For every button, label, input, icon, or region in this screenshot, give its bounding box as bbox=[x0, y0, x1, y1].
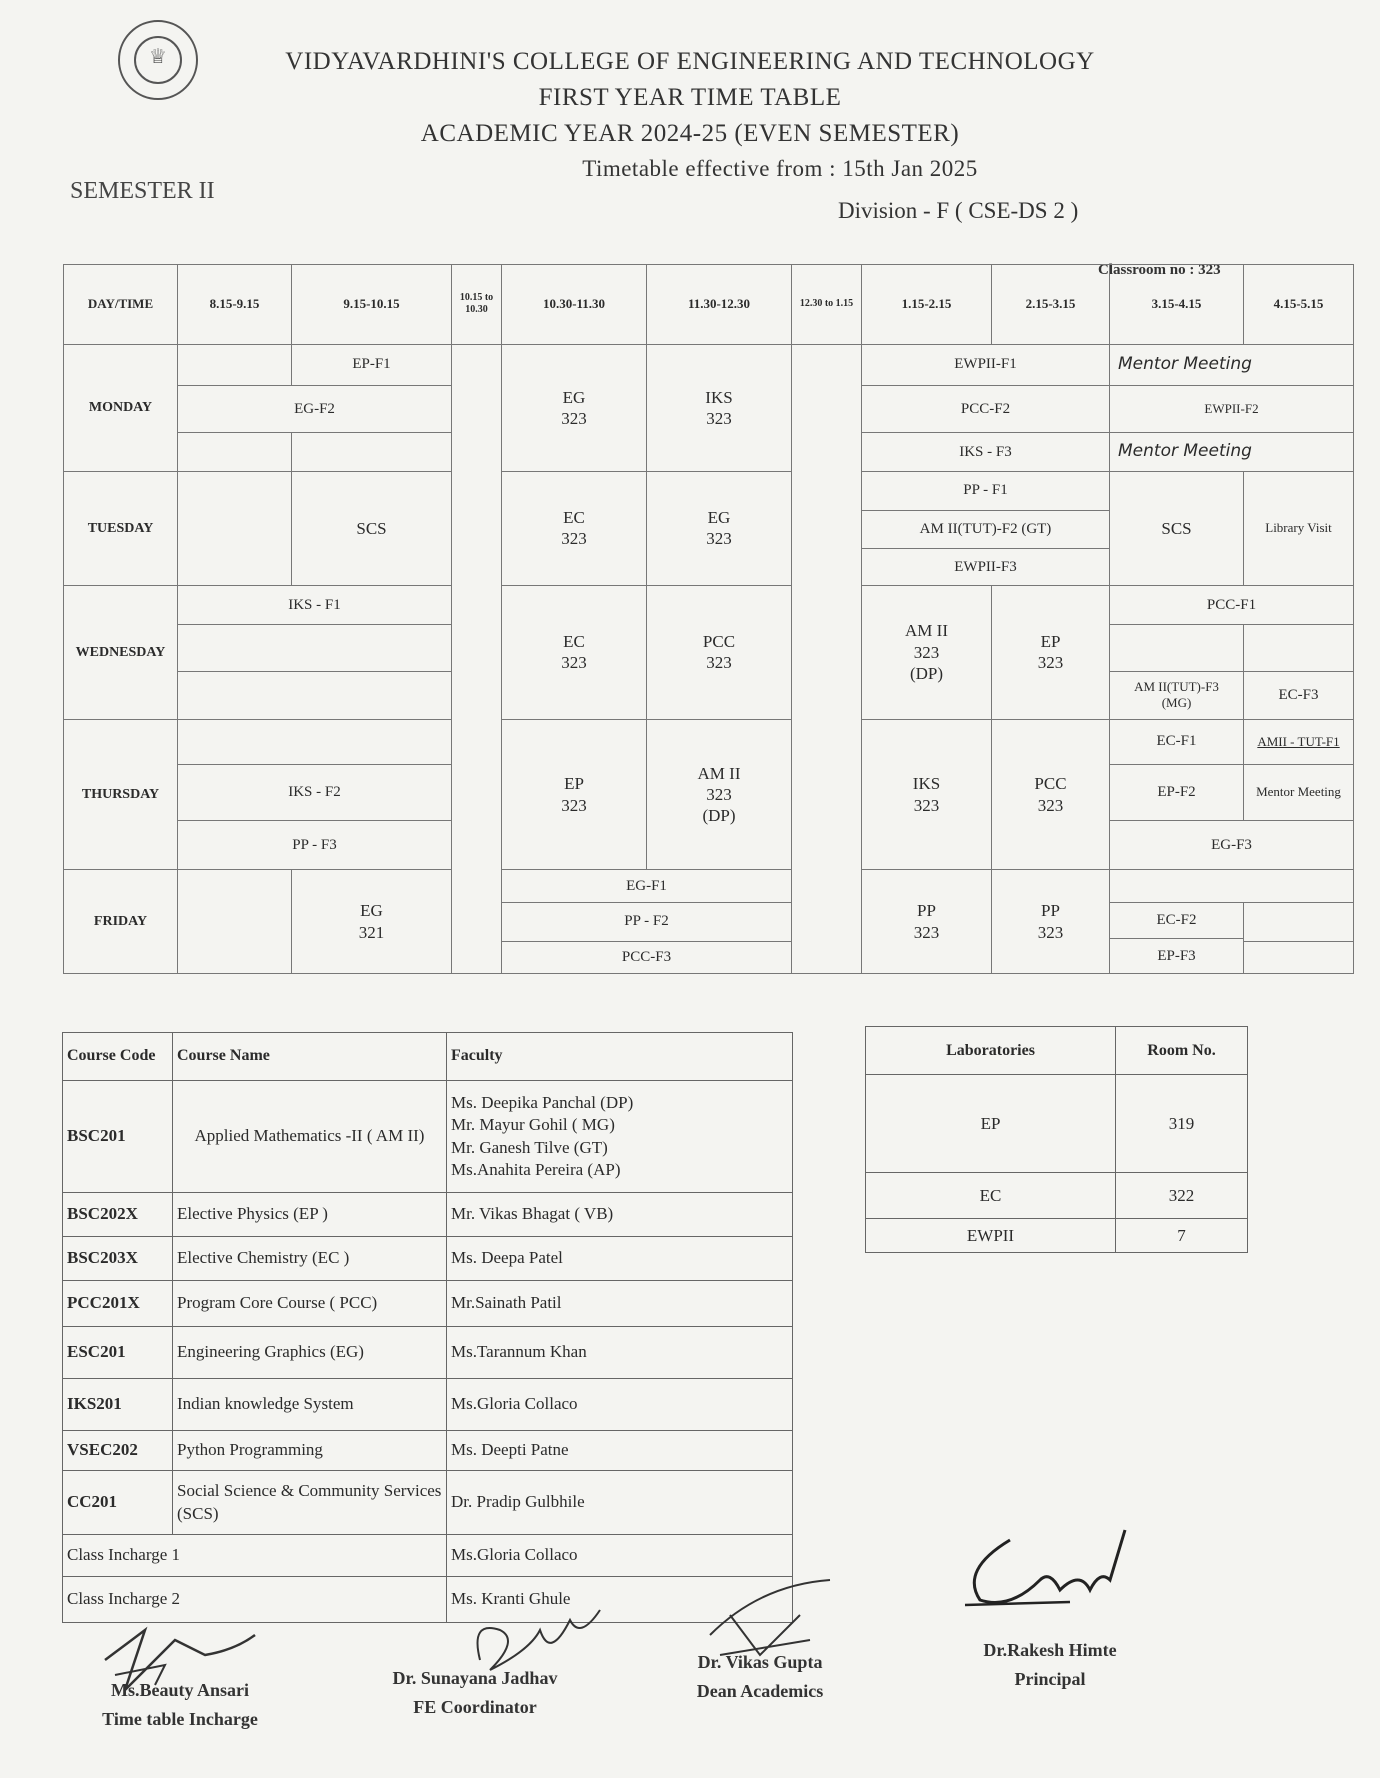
course-name: Elective Physics (EP ) bbox=[173, 1193, 447, 1237]
course-row bbox=[63, 1379, 793, 1431]
lab-name: EWPII bbox=[866, 1219, 1116, 1253]
incharge-row bbox=[63, 1535, 793, 1577]
course-code: CC201 bbox=[63, 1471, 173, 1535]
course-faculty: Ms. Deepa Patel bbox=[447, 1237, 793, 1281]
cell-mon-ewpii-f2: EWPII-F2 bbox=[1110, 385, 1354, 432]
cell-thu-ep: EP 323 bbox=[502, 719, 647, 870]
lunch-column bbox=[792, 344, 862, 973]
course-code: BSC203X bbox=[63, 1237, 173, 1281]
division-label: Division - F ( CSE-DS 2 ) bbox=[838, 198, 1079, 223]
cell-wed-pcc-f1: PCC-F1 bbox=[1110, 586, 1354, 625]
college-name: VIDYAVARDHINI'S COLLEGE OF ENGINEERING AND TECHNOLOGY bbox=[285, 48, 1095, 75]
incharge-row bbox=[63, 1577, 793, 1623]
cell-fri-pp-2: PP 323 bbox=[992, 870, 1110, 974]
faculty-line: Mr. Ganesh Tilve (GT) bbox=[451, 1137, 608, 1157]
cell-thu-ec-f1: EC-F1 bbox=[1110, 719, 1244, 764]
timetable-header-row bbox=[64, 265, 1354, 345]
day-wednesday: WEDNESDAY bbox=[64, 586, 178, 720]
lab-row bbox=[866, 1075, 1248, 1173]
header-slot: 2.15-3.15 bbox=[992, 265, 1110, 345]
header-slot: 4.15-5.15 bbox=[1244, 265, 1354, 345]
header-slot: 9.15-10.15 bbox=[292, 265, 452, 345]
cell-empty bbox=[178, 344, 292, 385]
cell-fri-eg-f1: EG-F1 bbox=[502, 870, 792, 902]
cell-empty bbox=[1244, 902, 1354, 941]
header-slot: 3.15-4.15 bbox=[1110, 265, 1244, 345]
course-name: Social Science & Community Services (SCS) bbox=[173, 1471, 447, 1535]
cell-empty bbox=[1244, 624, 1354, 671]
course-code: IKS201 bbox=[63, 1379, 173, 1431]
course-code: BSC201 bbox=[63, 1081, 173, 1193]
course-name: Engineering Graphics (EG) bbox=[173, 1327, 447, 1379]
lab-room: 319 bbox=[1116, 1075, 1248, 1173]
signature-scribble-himte bbox=[950, 1510, 1150, 1620]
lab-name: EC bbox=[866, 1173, 1116, 1219]
cell-empty bbox=[178, 471, 292, 585]
cell-mon-ep-f1: EP-F1 bbox=[292, 344, 452, 385]
cell-fri-pp-f2: PP - F2 bbox=[502, 902, 792, 941]
course-row bbox=[63, 1081, 793, 1193]
cell-empty bbox=[1110, 624, 1244, 671]
semester-label: SEMESTER II bbox=[70, 178, 215, 204]
timetable bbox=[63, 264, 1354, 974]
cell-thu-am-ii: AM II 323 (DP) bbox=[647, 719, 792, 870]
course-name: Applied Mathematics -II ( AM II) bbox=[173, 1081, 447, 1193]
course-header-row bbox=[63, 1033, 793, 1081]
course-faculty: Ms.Tarannum Khan bbox=[447, 1327, 793, 1379]
course-code: VSEC202 bbox=[63, 1431, 173, 1471]
course-code: ESC201 bbox=[63, 1327, 173, 1379]
lab-row bbox=[866, 1173, 1248, 1219]
cell-empty bbox=[178, 870, 292, 974]
cell-thu-iks-f2: IKS - F2 bbox=[178, 764, 452, 820]
day-tuesday: TUESDAY bbox=[64, 471, 178, 585]
faculty-line: Ms.Anahita Pereira (AP) bbox=[451, 1159, 621, 1179]
cell-fri-pcc-f3: PCC-F3 bbox=[502, 941, 792, 973]
cell-wed-ec: EC 323 bbox=[502, 586, 647, 720]
course-name: Program Core Course ( PCC) bbox=[173, 1281, 447, 1327]
cell-wed-ep: EP 323 bbox=[992, 586, 1110, 720]
cell-mon-eg: EG 323 bbox=[502, 344, 647, 471]
class-incharge-2: Ms. Kranti Ghule bbox=[447, 1577, 793, 1623]
course-table bbox=[62, 1032, 793, 1623]
signature-principal: Dr.Rakesh Himte Principal bbox=[983, 1640, 1117, 1689]
cell-tue-eg: EG 323 bbox=[647, 471, 792, 585]
course-row bbox=[63, 1431, 793, 1471]
cell-empty bbox=[178, 672, 452, 719]
header-slot: 11.30-12.30 bbox=[647, 265, 792, 345]
day-monday: MONDAY bbox=[64, 344, 178, 471]
header-room-no: Room No. bbox=[1116, 1027, 1248, 1075]
lab-row bbox=[866, 1219, 1248, 1253]
cell-thu-mentor-meeting: Mentor Meeting bbox=[1244, 764, 1354, 820]
header-lunch: 12.30 to 1.15 bbox=[792, 265, 862, 345]
cell-wed-pcc: PCC 323 bbox=[647, 586, 792, 720]
class-incharge-1: Ms.Gloria Collaco bbox=[447, 1535, 793, 1577]
course-row bbox=[63, 1471, 793, 1535]
cell-empty bbox=[178, 719, 452, 764]
day-friday: FRIDAY bbox=[64, 870, 178, 974]
header-slot: 10.30-11.30 bbox=[502, 265, 647, 345]
signature-dean-academics: Dr. Vikas Gupta Dean Academics bbox=[696, 1652, 824, 1701]
course-name: Elective Chemistry (EC ) bbox=[173, 1237, 447, 1281]
cell-fri-ec-f2: EC-F2 bbox=[1110, 902, 1244, 939]
course-faculty bbox=[447, 1081, 793, 1193]
header-slot: 8.15-9.15 bbox=[178, 265, 292, 345]
cell-mon-ewpii-f1: EWPII-F1 bbox=[862, 344, 1110, 385]
header-day-time: DAY/TIME bbox=[64, 265, 178, 345]
cell-wed-iks-f1: IKS - F1 bbox=[178, 586, 452, 625]
cell-mon-mentor-meeting: Mentor Meeting bbox=[1110, 344, 1354, 385]
course-faculty: Ms. Deepti Patne bbox=[447, 1431, 793, 1471]
cell-tue-library-visit: Library Visit bbox=[1244, 471, 1354, 585]
cell-empty bbox=[178, 624, 452, 671]
cell-thu-iks: IKS 323 bbox=[862, 719, 992, 870]
signature-time-table-incharge: Ms.Beauty Ansari Time table Incharge bbox=[102, 1680, 258, 1729]
header-break: 10.15 to 10.30 bbox=[452, 265, 502, 345]
cell-fri-ep-f3: EP-F3 bbox=[1110, 939, 1244, 974]
signature-fe-coordinator: Dr. Sunayana Jadhav FE Coordinator bbox=[392, 1668, 558, 1717]
course-code: PCC201X bbox=[63, 1281, 173, 1327]
course-row bbox=[63, 1327, 793, 1379]
cell-tue-scs: SCS bbox=[292, 471, 452, 585]
course-row bbox=[63, 1237, 793, 1281]
class-incharge-1-label: Class Incharge 1 bbox=[63, 1535, 447, 1577]
cell-wed-ec-f3: EC-F3 bbox=[1244, 672, 1354, 719]
lab-name: EP bbox=[866, 1075, 1116, 1173]
cell-empty bbox=[292, 433, 452, 472]
cell-empty bbox=[1110, 870, 1354, 902]
cell-tue-pp-f1: PP - F1 bbox=[862, 471, 1110, 510]
cell-empty bbox=[178, 433, 292, 472]
cell-mon-eg-f2: EG-F2 bbox=[178, 385, 452, 432]
labs-header-row bbox=[866, 1027, 1248, 1075]
cell-fri-pp: PP 323 bbox=[862, 870, 992, 974]
academic-year: ACADEMIC YEAR 2024-25 (EVEN SEMESTER) bbox=[420, 120, 960, 147]
cell-thu-amii-tut-f1: AMII - TUT-F1 bbox=[1244, 719, 1354, 764]
cell-tue-ec: EC 323 bbox=[502, 471, 647, 585]
header-course-code: Course Code bbox=[63, 1033, 173, 1081]
effective-date: Timetable effective from : 15th Jan 2025 bbox=[582, 156, 978, 181]
break-column bbox=[452, 344, 502, 973]
cell-mon-pcc-f2: PCC-F2 bbox=[862, 385, 1110, 432]
course-row bbox=[63, 1281, 793, 1327]
cell-empty bbox=[1244, 941, 1354, 973]
labs-table bbox=[865, 1026, 1248, 1253]
course-code: BSC202X bbox=[63, 1193, 173, 1237]
cell-mon-mentor-meeting-2: Mentor Meeting bbox=[1110, 433, 1354, 472]
course-faculty: Mr. Vikas Bhagat ( VB) bbox=[447, 1193, 793, 1237]
course-name: Indian knowledge System bbox=[173, 1379, 447, 1431]
document-title: FIRST YEAR TIME TABLE bbox=[538, 84, 842, 111]
cell-thu-eg-f3: EG-F3 bbox=[1110, 820, 1354, 870]
header-faculty: Faculty bbox=[447, 1033, 793, 1081]
course-faculty: Mr.Sainath Patil bbox=[447, 1281, 793, 1327]
course-faculty: Ms.Gloria Collaco bbox=[447, 1379, 793, 1431]
cell-thu-pcc: PCC 323 bbox=[992, 719, 1110, 870]
classroom-label: Classroom no : 323 bbox=[1098, 262, 1221, 278]
course-name: Python Programming bbox=[173, 1431, 447, 1471]
cell-wed-am-ii: AM II 323 (DP) bbox=[862, 586, 992, 720]
header-laboratories: Laboratories bbox=[866, 1027, 1116, 1075]
header-slot: 1.15-2.15 bbox=[862, 265, 992, 345]
course-row bbox=[63, 1193, 793, 1237]
cell-tue-am-tut-f2: AM II(TUT)-F2 (GT) bbox=[862, 510, 1110, 549]
lab-room: 7 bbox=[1116, 1219, 1248, 1253]
class-incharge-2-label: Class Incharge 2 bbox=[63, 1577, 447, 1623]
cell-wed-am-tut-f3: AM II(TUT)-F3 (MG) bbox=[1110, 672, 1244, 719]
cell-fri-eg: EG 321 bbox=[292, 870, 452, 974]
lab-room: 322 bbox=[1116, 1173, 1248, 1219]
cell-mon-iks: IKS 323 bbox=[647, 344, 792, 471]
course-faculty: Dr. Pradip Gulbhile bbox=[447, 1471, 793, 1535]
cell-thu-pp-f3: PP - F3 bbox=[178, 820, 452, 870]
faculty-line: Ms. Deepika Panchal (DP) bbox=[451, 1093, 634, 1113]
header-course-name: Course Name bbox=[173, 1033, 447, 1081]
cell-mon-iks-f3: IKS - F3 bbox=[862, 433, 1110, 472]
cell-tue-scs-pm: SCS bbox=[1110, 471, 1244, 585]
faculty-line: Mr. Mayur Gohil ( MG) bbox=[451, 1115, 615, 1135]
day-thursday: THURSDAY bbox=[64, 719, 178, 870]
cell-tue-ewpii-f3: EWPII-F3 bbox=[862, 549, 1110, 586]
cell-thu-ep-f2: EP-F2 bbox=[1110, 764, 1244, 820]
emblem-icon: ♕ bbox=[149, 46, 167, 68]
